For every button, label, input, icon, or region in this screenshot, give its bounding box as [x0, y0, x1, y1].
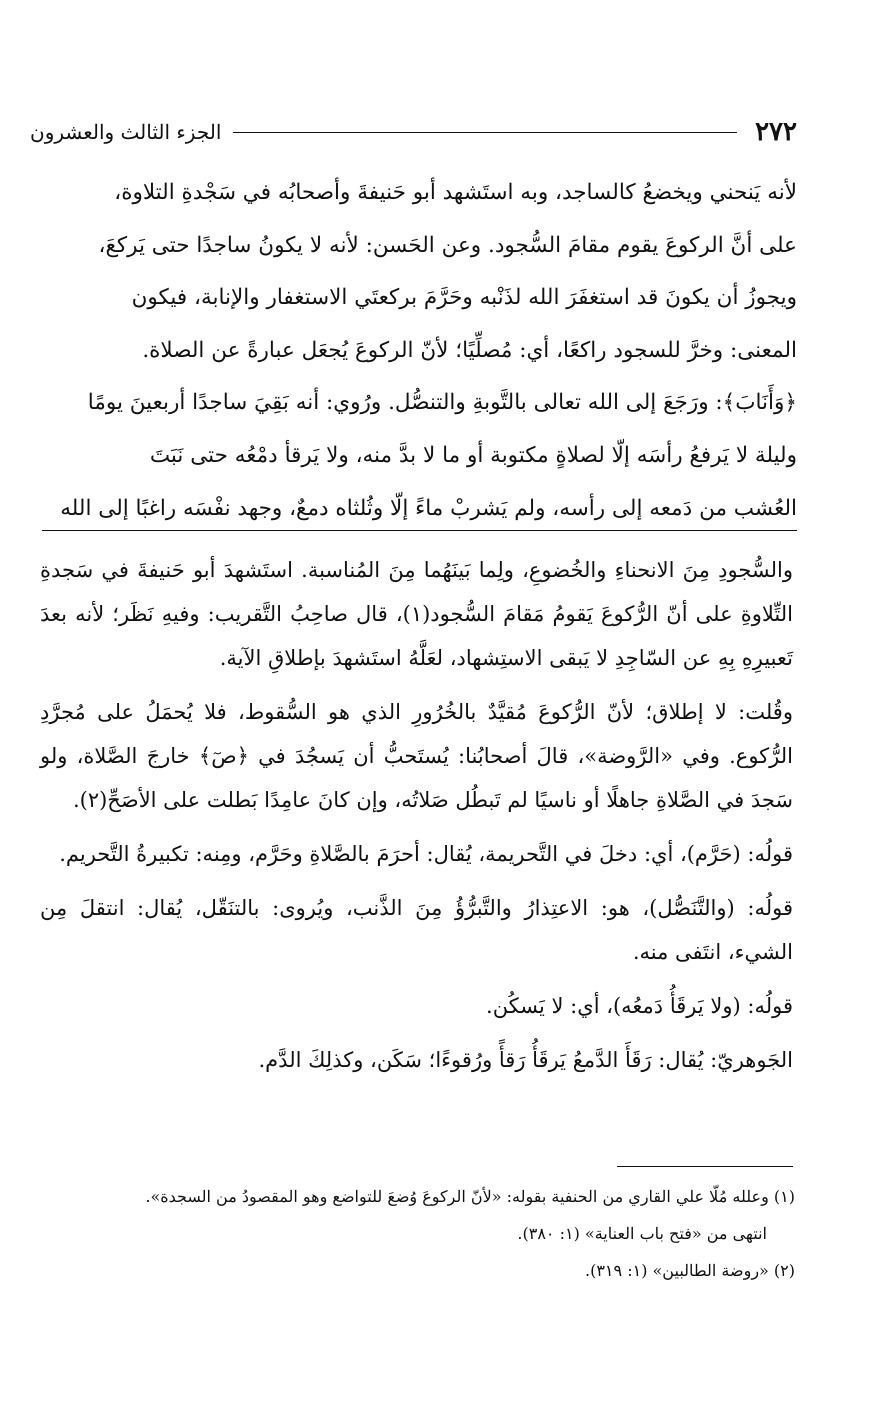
footnotes	[40, 1178, 795, 1289]
commentary-paragraph: قولُه: (ولا يَرقَأُ دَمعُه)، أي: لا يَسكُن.	[486, 994, 793, 1018]
page-header	[30, 110, 797, 154]
commentary-paragraph: قولُه: (حَرَّم)، أي: دخلَ في التَّحريمة، يُقال: أحرَمَ بالصَّلاةِ وحَرَّم، ومِنه: تكبيرةُ التَّحريم.	[59, 842, 793, 866]
commentary-paragraph: الجَوهريّ: يُقال: رَقَأَ الدَّمعُ يَرقَأُ رَقأً ورُقوءًا؛ سَكَن، وكذلِكَ الدَّم.	[258, 1048, 793, 1072]
main-text-line: ﴿وَأَنَابَ﴾: ورَجَعَ إلى الله تعالى بالتَّوبةِ والتنصُّل. ورُوي: أنه بَقِيَ ساجدًا أربعينَ يومًا	[87, 390, 797, 416]
text-divider	[42, 530, 797, 531]
footnote-rule	[617, 1166, 793, 1167]
main-text-line: على أنَّ الركوعَ يقوم مقامَ السُّجود. وعن الحَسن: لأنه لا يكونُ ساجدًا حتى يَركعَ،	[98, 232, 797, 258]
header-rule	[233, 132, 737, 133]
running-title: الجزء الثالث والعشرون	[30, 120, 222, 144]
main-text-line: وليلة لا يَرفعُ رأسَه إلّا لصلاةٍ مكتوبة أو ما لا بدَّ منه، ولا يَرقأ دمْعُه حتى نَبَتَ	[149, 442, 797, 468]
main-text-line: ويجوزُ أن يكونَ قد استغفَرَ الله لذَنْبه وحَرَّمَ بركعتَي الاستغفار والإنابة، فيكون	[131, 285, 797, 311]
main-text-line: العُشب من دَمعه إلى رأسه، ولم يَشربْ ماءً إلّا وثُلثاه دمعٌ، وجهد نفْسَه راغبًا إلى الله	[60, 495, 797, 521]
footnote-2: (٢) «روضة الطالبين» (١: ٣١٩).	[585, 1261, 795, 1280]
footnote-1: (١) وعلله مُلّا علي القاري من الحنفية بقوله: «لأنّ الركوعَ وُضعَ للتواضع وهو المقصودُ من السجدة».	[145, 1187, 795, 1206]
commentary-section	[40, 548, 793, 1092]
main-text-line: لأنه يَنحني ويخضعُ كالساجد، وبه استَشهد أبو حَنيفةَ وأصحابُه في سَجْدةِ التلاوة،	[114, 180, 797, 205]
commentary-paragraph: وقُلت: لا إطلاق؛ لأنّ الرُّكوعَ مُقيَّدٌ بالخُرُورِ الذي هو السُّقوط، فلا يُحمَلُ على مُجرَّدِ الرُّكوع. وفي «الرَّوضة»، قالَ أصحابُنا: يُستَحبُّ أن يَسجُدَ في ﴿صٓ﴾ خارجَ الصَّلاة، ولو سَجدَ في الصَّلاةِ جاهلًا أو ناسيًا لم تَبطُل صَلاتُه، وإن كانَ عامِدًا بَطلت على الأصَحِّ(٢).	[40, 700, 793, 812]
main-text	[40, 167, 797, 535]
footnote-1-continuation: انتهى من «فتح باب العناية» (١: ٣٨٠).	[517, 1224, 767, 1243]
main-text-line: المعنى: وخرَّ للسجود راكعًا، أي: مُصلِّيًا؛ لأنّ الركوعَ يُجعَل عبارةً عن الصلاة.	[142, 337, 797, 363]
commentary-paragraph: قولُه: (والتَّنَصُّل)، هو: الاعتِذارُ والتَّبرُّؤُ مِنَ الذَّنب، ويُروى: بالتنَقّل، يُقال: انتقلَ مِن الشيء، انتَفى منه.	[40, 896, 793, 964]
page-number: ٢٧٢	[755, 117, 797, 147]
commentary-paragraph: والسُّجودِ مِنَ الانحناءِ والخُضوعِ، ولِما بَينَهُما مِنَ المُناسبة. استَشهدَ أبو حَنيفةَ في سَجدةِ التِّلاوةِ على أنّ الرُّكوعَ يَقومُ مَقامَ السُّجود(١)، قال صاحِبُ التَّقريب: وفيهِ نَظَر؛ لأنه بعدَ تَعبيرِهِ بِهِ عن السّاجِدِ لا يَبقى الاستِشهاد، لعَلَّهُ استَشهدَ بإطلاقِ الآية.	[40, 558, 793, 670]
